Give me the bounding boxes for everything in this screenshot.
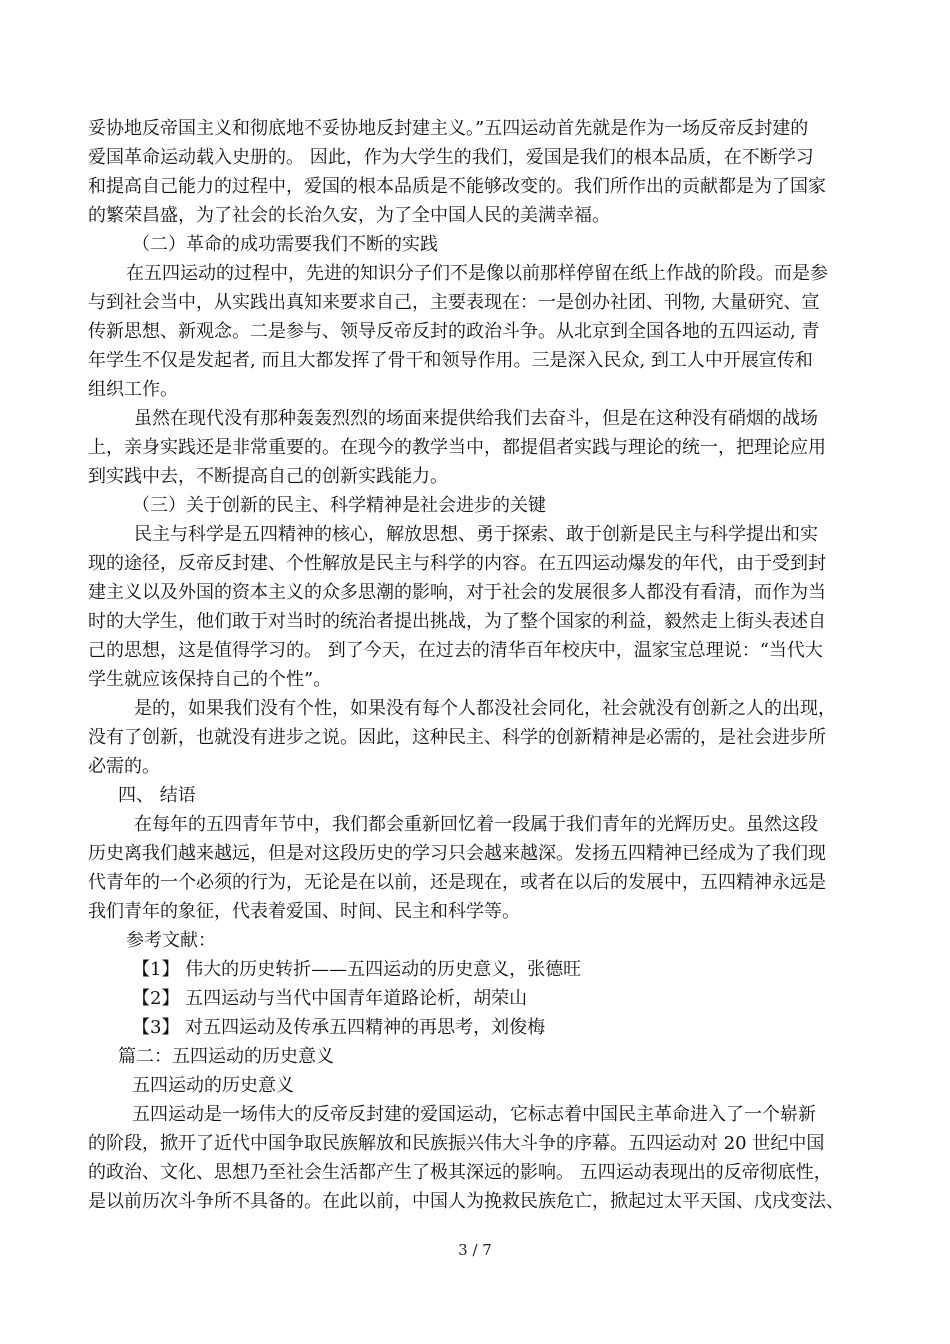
paragraph-line: 爱国革命运动载入史册的。 因此，作为大学生的我们，爱国是我们的根本品质，在不断学习	[88, 147, 814, 168]
paragraph-line: 时的大学生，他们敢于对当时的统治者提出挑战，为了整个国家的利益，毅然走上街头表述自	[88, 611, 826, 632]
paragraph-line: 代青年的一个必须的行为，无论是在以前，还是现在，或者在以后的发展中，五四精神永远是	[88, 872, 826, 893]
paragraph-line: 在每年的五四青年节中，我们都会重新回忆着一段属于我们青年的光辉历史。虽然这段	[134, 814, 818, 835]
paragraph-line: 没有了创新，也就没有进步之说。因此，这种民主、科学的创新精神是必需的，是社会进步所	[88, 727, 826, 748]
section-heading: （三）关于创新的民主、科学精神是社会进步的关键	[132, 495, 546, 516]
paragraph-line: 的政治、文化、思想乃至社会生活都产生了极其深远的影响。 五四运动表现出的反帝彻底性，	[88, 1162, 832, 1183]
reference-item: 【1】 伟大的历史转折——五四运动的历史意义，张德旺	[132, 959, 582, 980]
paragraph-line: 五四运动是一场伟大的反帝反封建的爱国运动，它标志着中国民主革命进入了一个崭新	[132, 1104, 816, 1125]
document-body	[88, 114, 864, 1216]
paragraph-line: 现的途径，反帝反封建、个性解放是民主与科学的内容。在五四运动爆发的年代，由于受到封	[88, 553, 826, 574]
paragraph-line: 历史离我们越来越远，但是对这段历史的学习只会越来越深。发扬五四精神已经成为了我们现	[88, 843, 826, 864]
paragraph-line: 与到社会当中，从实践出真知来要求自己，主要表现在：一是创办社团、刊物, 大量研究、宣	[88, 292, 820, 313]
paragraph-line: 和提高自己能力的过程中，爱国的根本品质是不能够改变的。我们所作出的贡献都是为了国家	[88, 176, 826, 197]
paragraph-line: 在五四运动的过程中，先进的知识分子们不是像以前那样停留在纸上作战的阶段。而是参	[126, 263, 828, 284]
paragraph-line: 学生就应该保持自己的个性”。	[88, 669, 332, 690]
paragraph-line: 的繁荣昌盛，为了社会的长治久安，为了全中国人民的美满幸福。	[88, 205, 610, 226]
section-heading: 篇二：五四运动的历史意义	[118, 1046, 334, 1067]
paragraph-line: 年学生不仅是发起者, 而且大都发挥了骨干和领导作用。三是深入民众, 到工人中开展宣传和	[88, 350, 813, 371]
article-title: 五四运动的历史意义	[132, 1075, 294, 1096]
reference-item: 【3】 对五四运动及传承五四精神的再思考，刘俊梅	[132, 1017, 546, 1038]
paragraph-line: 民主与科学是五四精神的核心，解放思想、勇于探索、敢于创新是民主与科学提出和实	[134, 524, 818, 545]
page-number: 3 / 7	[458, 1241, 492, 1259]
paragraph-line: 上，亲身实践还是非常重要的。在现今的教学当中，都提倡者实践与理论的统一，把理论应用	[88, 437, 826, 458]
paragraph-line: 的阶段，掀开了近代中国争取民族解放和民族振兴伟大斗争的序幕。五四运动对 20 世纪中国	[88, 1133, 825, 1154]
reference-item: 【2】 五四运动与当代中国青年道路论析，胡荣山	[132, 988, 528, 1009]
paragraph-line: 组织工作。	[88, 379, 178, 400]
section-heading: （二）革命的成功需要我们不断的实践	[132, 234, 438, 255]
paragraph-line: 建主义以及外国的资本主义的众多思潮的影响，对于社会的发展很多人都没有看清，而作为当	[88, 582, 826, 603]
paragraph-line: 妥协地反帝国主义和彻底地不妥协地反封建主义。”五四运动首先就是作为一场反帝反封建的	[88, 118, 809, 139]
paragraph-line: 虽然在现代没有那种轰轰烈烈的场面来提供给我们去奋斗，但是在这种没有硝烟的战场	[134, 408, 818, 429]
paragraph-line: 必需的。	[88, 756, 160, 777]
paragraph-line: 到实践中去，不断提高自己的创新实践能力。	[88, 466, 448, 487]
references-heading: 参考文献：	[126, 930, 216, 951]
section-heading: 四、 结语	[118, 785, 196, 806]
paragraph-line: 己的思想，这是值得学习的。 到了今天，在过去的清华百年校庆中，温家宝总理说：“当代大	[88, 640, 823, 661]
paragraph-line: 是以前历次斗争所不具备的。在此以前，中国人为挽救民族危亡，掀起过太平天国、戊戌变法、	[88, 1191, 844, 1212]
paragraph-line: 是的，如果我们没有个性，如果没有每个人都没社会同化，社会就没有创新之人的出现，	[134, 698, 836, 719]
paragraph-line: 我们青年的象征，代表着爱国、时间、民主和科学等。	[88, 901, 520, 922]
paragraph-line: 传新思想、新观念。二是参与、领导反帝反封的政治斗争。从北京到全国各地的五四运动, 青	[88, 321, 820, 342]
